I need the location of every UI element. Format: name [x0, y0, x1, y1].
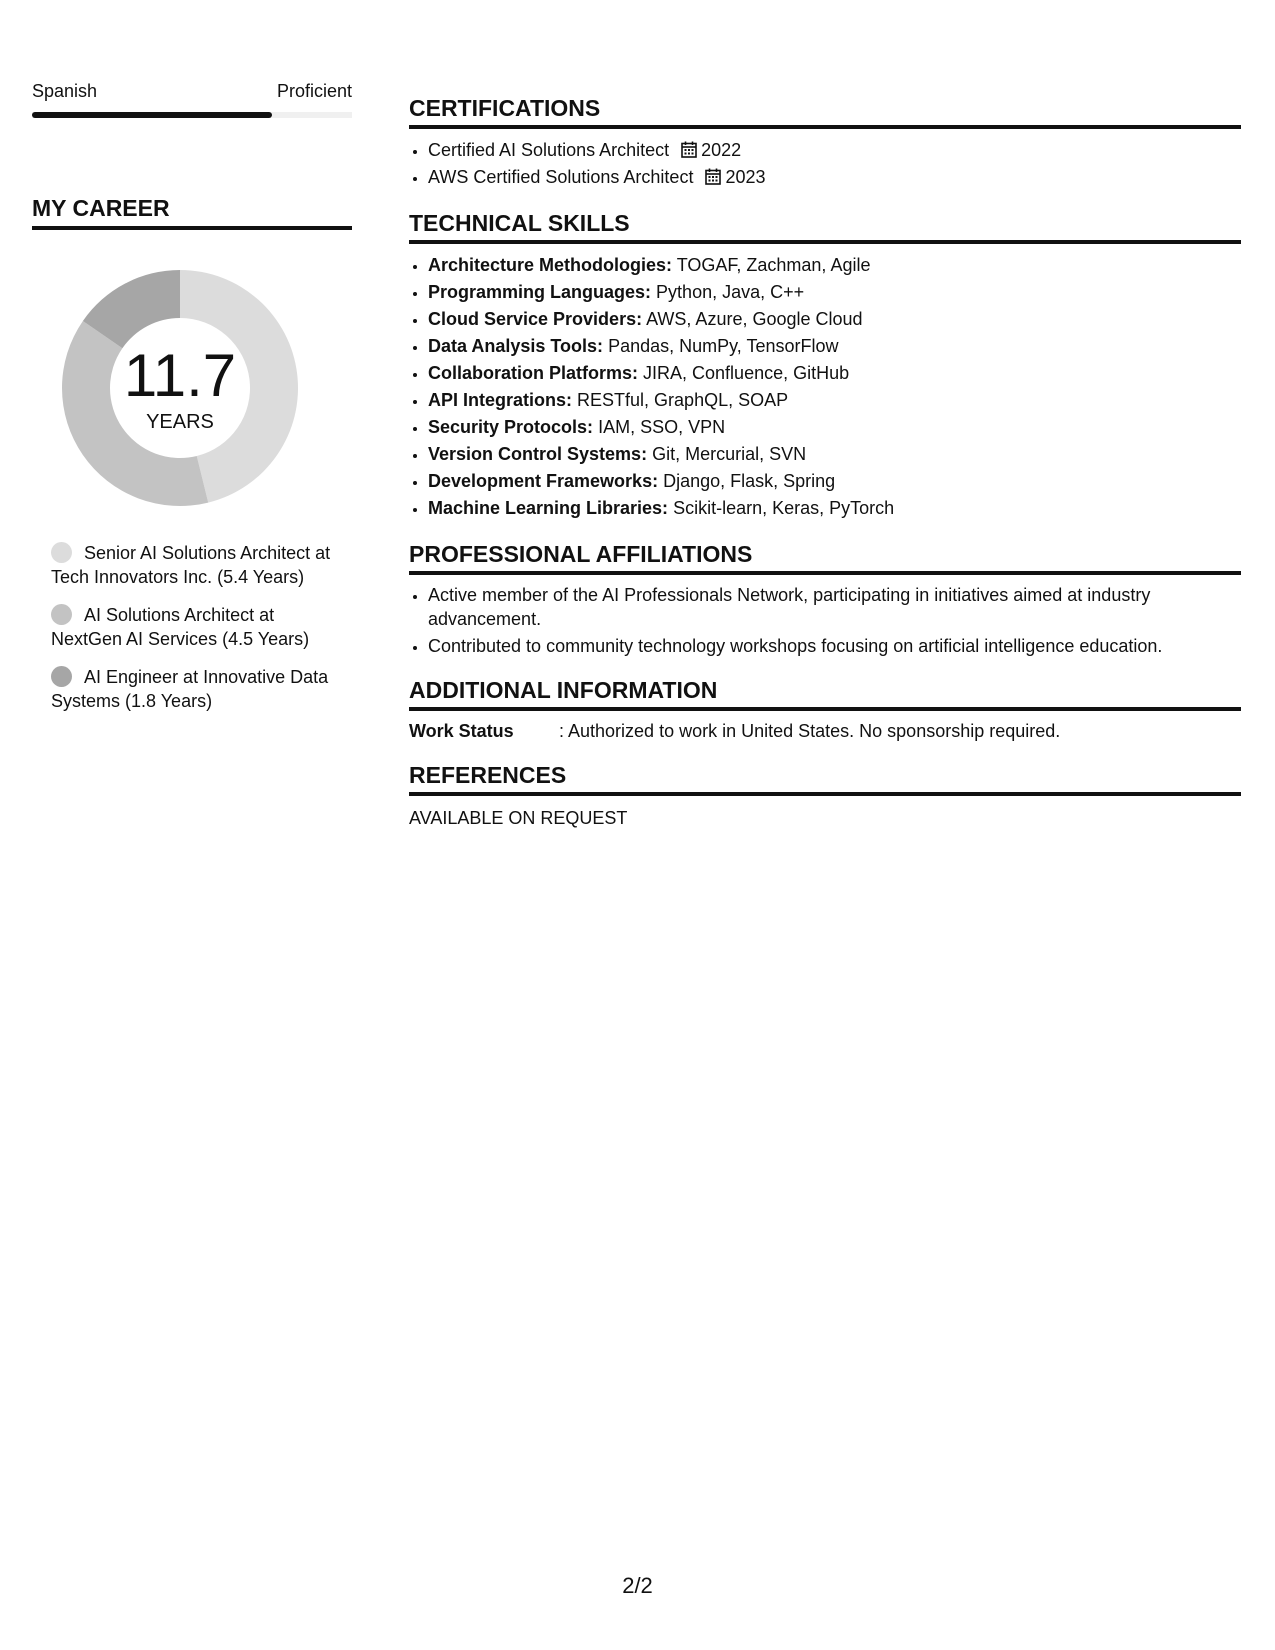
skill-category: Security Protocols:: [428, 417, 594, 437]
work-status-row: [409, 719, 1241, 743]
certification-item: [428, 164, 1241, 191]
skill-values: IAM, SSO, VPN: [598, 417, 726, 437]
legend-dot-icon: [51, 542, 72, 563]
certifications-section: [409, 94, 1241, 191]
skill-item: [428, 414, 1241, 441]
calendar-icon: [705, 168, 721, 185]
skill-item: [428, 252, 1241, 279]
work-status-value: : Authorized to work in United States. No sponsorship required.: [559, 721, 1061, 741]
skill-values: TOGAF, Zachman, Agile: [676, 255, 871, 275]
skill-values: Git, Mercurial, SVN: [652, 444, 807, 464]
skill-category: Architecture Methodologies:: [428, 255, 673, 275]
skill-values: Scikit-learn, Keras, PyTorch: [673, 498, 895, 518]
skill-item: [428, 387, 1241, 414]
skill-category: Cloud Service Providers:: [428, 309, 643, 329]
additional-information-section: [409, 676, 1241, 743]
skill-item: [428, 495, 1241, 522]
calendar-icon: [681, 141, 697, 158]
skill-item: [428, 360, 1241, 387]
skill-item: [428, 279, 1241, 306]
technical-skills-list: [409, 252, 1241, 522]
certification-name: AWS Certified Solutions Architect: [428, 167, 694, 187]
references-heading: REFERENCES: [409, 761, 1241, 796]
language-name: Spanish: [32, 81, 98, 101]
certification-year: 2022: [701, 140, 742, 160]
skill-category: Collaboration Platforms:: [428, 363, 639, 383]
career-donut-chart: [55, 263, 305, 513]
references-section: [409, 761, 1241, 830]
additional-information-heading: ADDITIONAL INFORMATION: [409, 676, 1241, 711]
language-proficiency-bar: [32, 112, 352, 118]
skill-category: Development Frameworks:: [428, 471, 659, 491]
career-years-unit: YEARS: [146, 411, 214, 433]
language-level: Proficient: [276, 81, 352, 101]
affiliations-list: [409, 583, 1241, 658]
career-role-text: Senior AI Solutions Architect at Tech Innovators Inc. (5.4 Years): [51, 543, 331, 587]
right-column: [409, 94, 1241, 830]
skill-category: Version Control Systems:: [428, 444, 648, 464]
skill-item: [428, 468, 1241, 495]
skill-item: [428, 441, 1241, 468]
skill-item: [428, 333, 1241, 360]
affiliations-section: [409, 540, 1241, 658]
left-column: [32, 80, 352, 727]
legend-dot-icon: [51, 666, 72, 687]
page-number: 2/2: [622, 1573, 653, 1598]
skill-values: AWS, Azure, Google Cloud: [646, 309, 863, 329]
career-role-text: AI Engineer at Innovative Data Systems (1.8 Years): [51, 667, 329, 711]
career-role-text: AI Solutions Architect at NextGen AI Services (4.5 Years): [51, 605, 310, 649]
skill-values: Pandas, NumPy, TensorFlow: [608, 336, 839, 356]
career-heading: MY CAREER: [32, 194, 352, 230]
career-legend-item: [51, 665, 341, 713]
career-total-years: 11.7: [123, 342, 237, 409]
skill-category: Programming Languages:: [428, 282, 652, 302]
certifications-heading: CERTIFICATIONS: [409, 94, 1241, 129]
certifications-list: [409, 137, 1241, 191]
legend-dot-icon: [51, 604, 72, 625]
skill-item: [428, 306, 1241, 333]
skill-values: JIRA, Confluence, GitHub: [643, 363, 850, 383]
technical-skills-heading: TECHNICAL SKILLS: [409, 209, 1241, 244]
career-legend: [51, 541, 341, 713]
skill-values: RESTful, GraphQL, SOAP: [577, 390, 789, 410]
language-proficiency-fill: [32, 112, 272, 118]
work-status-label: Work Status: [409, 721, 514, 741]
skill-category: API Integrations:: [428, 390, 573, 410]
references-text: AVAILABLE ON REQUEST: [409, 808, 628, 828]
certification-item: [428, 137, 1241, 164]
affiliations-heading: PROFESSIONAL AFFILIATIONS: [409, 540, 1241, 575]
affiliation-item: • Contributed to community technology workshops focusing on artificial intelligence education.: [428, 634, 1241, 658]
skill-category: Data Analysis Tools:: [428, 336, 604, 356]
certification-name: Certified AI Solutions Architect: [428, 140, 670, 160]
certification-year: 2023: [725, 167, 766, 187]
skill-values: Python, Java, C++: [656, 282, 805, 302]
language-entry: [32, 80, 352, 118]
skill-category: Machine Learning Libraries:: [428, 498, 669, 518]
technical-skills-section: [409, 209, 1241, 522]
skill-values: Django, Flask, Spring: [663, 471, 836, 491]
affiliation-item: • Active member of the AI Professionals Network, participating in initiatives aimed at industry advancement.: [428, 583, 1241, 631]
career-legend-item: [51, 603, 341, 651]
career-legend-item: [51, 541, 341, 589]
